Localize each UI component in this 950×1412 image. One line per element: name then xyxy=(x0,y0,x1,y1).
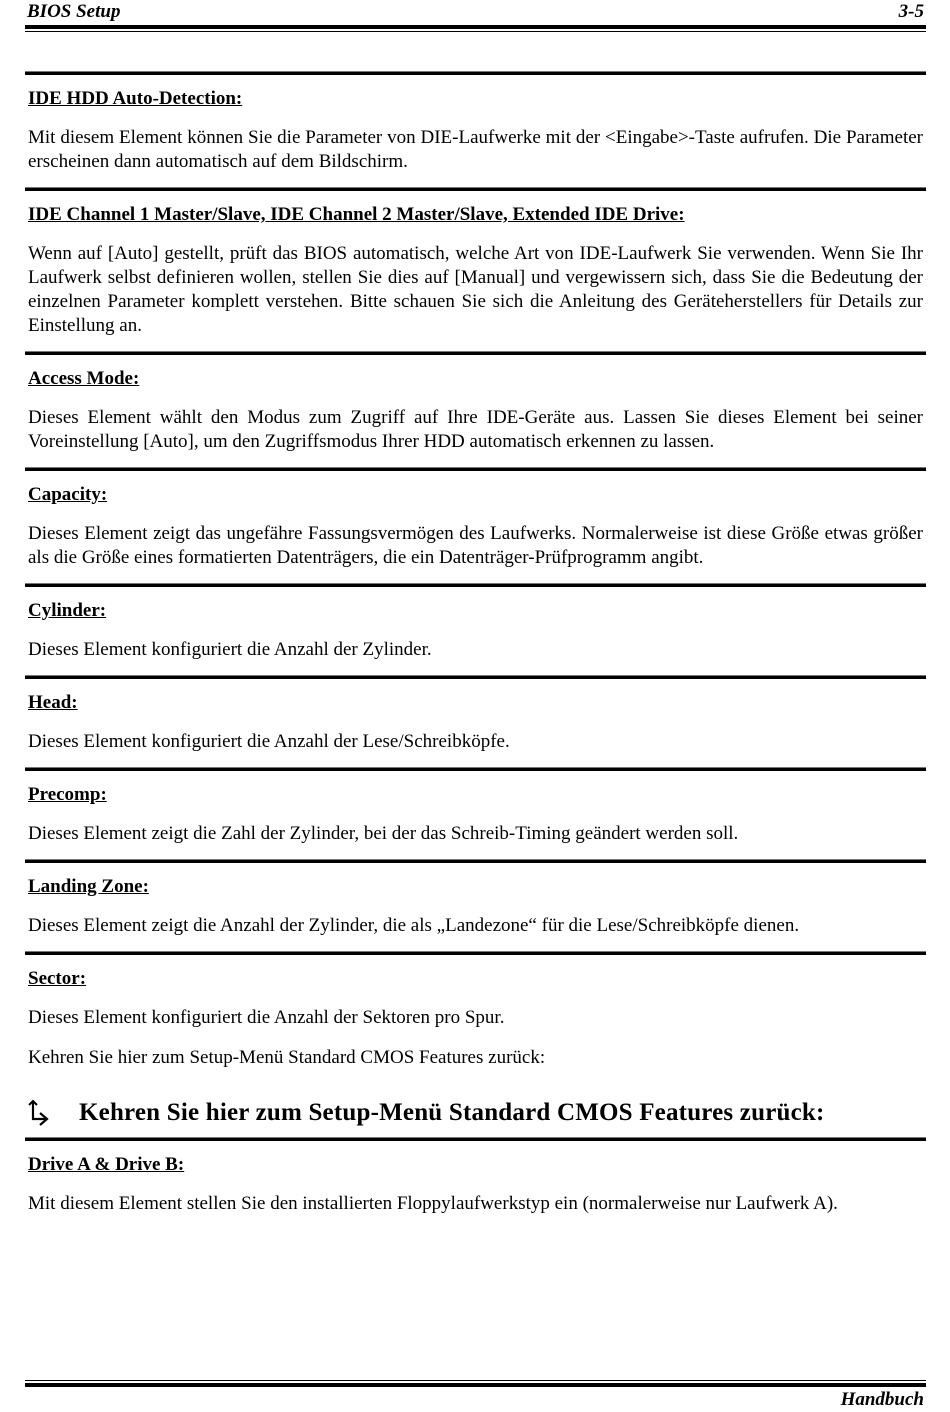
section-text: Dieses Element konfiguriert die Anzahl der Sektoren pro Spur. xyxy=(28,1007,505,1028)
section-text: Mit diesem Element können Sie die Parameter von DIE-Laufwerke mit der <Eingabe>-Taste aufrufen. Die Parameter erscheinen dann automatisch auf dem Bildschirm. xyxy=(28,127,923,172)
section-extra-text: Kehren Sie hier zum Setup-Menü Standard CMOS Features zurück: xyxy=(28,1047,546,1068)
section-heading: IDE Channel 1 Master/Slave, IDE Channel 2 Master/Slave, Extended IDE Drive: xyxy=(28,204,685,225)
section-precomp xyxy=(25,768,926,860)
section-text: Dieses Element wählt den Modus zum Zugriff auf Ihre IDE-Geräte aus. Lassen Sie dieses Element bei seiner Voreinstellung [Auto], um den Zugriffsmodus Ihrer HDD automatisch erkennen zu lassen. xyxy=(28,407,923,452)
section-heading: Head: xyxy=(28,692,78,713)
section-heading: Sector: xyxy=(28,968,87,989)
header-rule xyxy=(25,25,926,32)
section-ide-hdd-auto-detection xyxy=(25,72,926,188)
section-text: Wenn auf [Auto] gestellt, prüft das BIOS automatisch, welche Art von IDE-Laufwerk Sie verwenden. Wenn Sie Ihr Laufwerk selbst definieren wollen, stellen Sie dies auf [Manual] und vergewissern sich, dass Sie die Bedeutung der einzelnen Parameter komplett verstehen. Bitte schauen Sie sich die Anleitung des Geräteherstellers für Details zur Einstellung an. xyxy=(28,243,923,336)
subheading-title: Kehren Sie hier zum Setup-Menü Standard CMOS Features zurück: xyxy=(79,1099,825,1126)
section-text: Dieses Element konfiguriert die Anzahl der Lese/Schreibköpfe. xyxy=(28,731,510,752)
header-title: BIOS Setup xyxy=(27,1,121,22)
section-heading: Precomp: xyxy=(28,784,107,805)
section-access-mode xyxy=(25,352,926,468)
header-page-number: 3-5 xyxy=(898,1,924,22)
section-heading: Capacity: xyxy=(28,484,108,505)
section-sector xyxy=(25,952,926,1084)
section-text: Dieses Element zeigt das ungefähre Fassungsvermögen des Laufwerks. Normalerweise ist diese Größe etwas größer als die Größe eines formatierten Datenträgers, die ein Datenträger-Prüfprogramm angibt. xyxy=(28,523,923,568)
footer-rule xyxy=(25,1380,926,1387)
page-header xyxy=(25,0,926,24)
section-heading: Drive A & Drive B: xyxy=(28,1154,185,1175)
section-cylinder xyxy=(25,584,926,676)
section-landing-zone xyxy=(25,860,926,952)
section-text: Dieses Element konfiguriert die Anzahl der Zylinder. xyxy=(28,639,432,660)
return-subheading xyxy=(25,1084,926,1138)
section-heading: Access Mode: xyxy=(28,368,140,389)
section-heading: IDE HDD Auto-Detection: xyxy=(28,88,243,109)
section-drive-a-b xyxy=(25,1138,926,1230)
section-capacity xyxy=(25,468,926,584)
section-head xyxy=(25,676,926,768)
section-text: Mit diesem Element stellen Sie den installierten Floppylaufwerkstyp ein (normalerweise nur Laufwerk A). xyxy=(28,1193,838,1214)
section-text: Dieses Element zeigt die Zahl der Zylinder, bei der das Schreib-Timing geändert werden soll. xyxy=(28,823,739,844)
footer-label: Handbuch xyxy=(840,1389,924,1410)
section-heading: Landing Zone: xyxy=(28,876,149,897)
section-text: Dieses Element zeigt die Anzahl der Zylinder, die als „Landezone“ für die Lese/Schreibköpfe dienen. xyxy=(28,915,800,936)
section-ide-channels xyxy=(25,188,926,352)
section-heading: Cylinder: xyxy=(28,600,107,621)
document-body xyxy=(25,72,926,1230)
hooked-arrow-icon xyxy=(28,1099,52,1127)
